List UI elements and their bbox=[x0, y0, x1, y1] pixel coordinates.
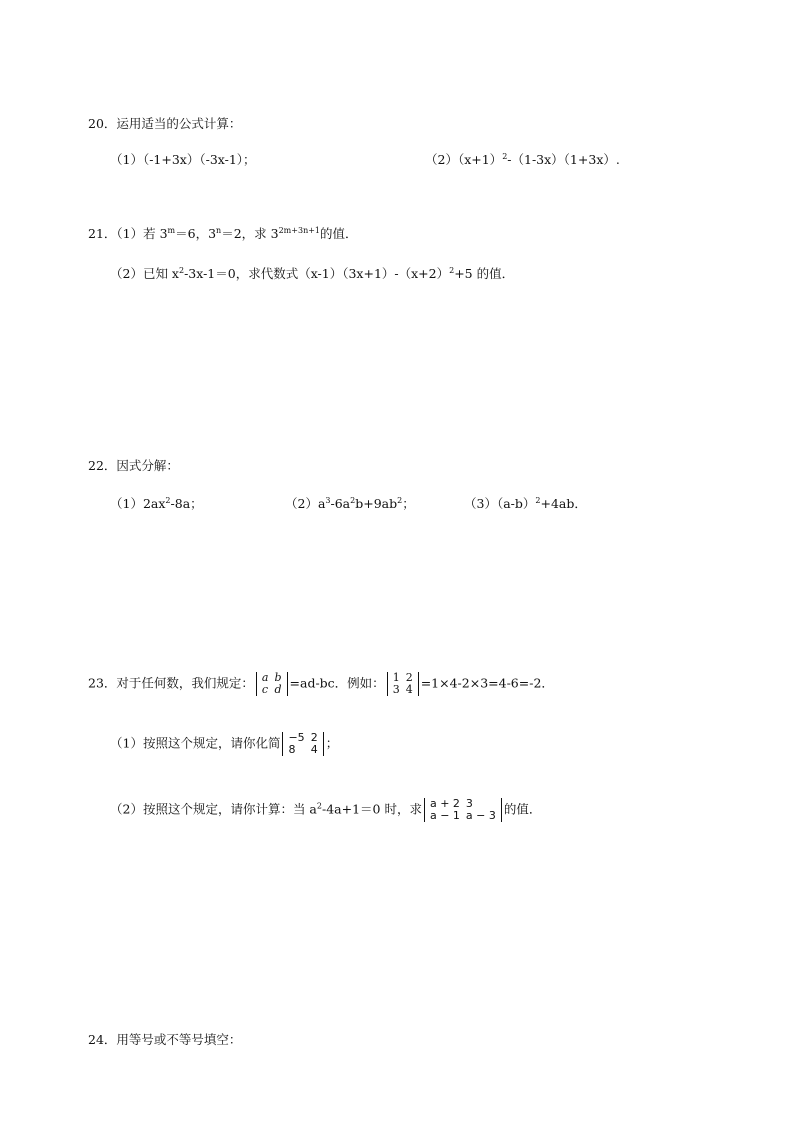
det-p1-21: 8 bbox=[288, 743, 296, 756]
q22-p2-d: ； bbox=[402, 496, 415, 511]
q23-p2-b: -4a+1＝0 时，求 bbox=[321, 801, 422, 817]
determinant-part1 bbox=[282, 732, 323, 756]
q23-p2-a: （2）按照这个规定，请你计算：当 a bbox=[110, 801, 317, 817]
q21-part1 bbox=[88, 226, 358, 242]
det-p2-21: a − 1 bbox=[429, 809, 460, 822]
det-def-d: d bbox=[274, 683, 282, 696]
q23-intro-c: =1×4-2×3=4-6=-2． bbox=[420, 675, 554, 691]
q20-part2-sup: 2 bbox=[502, 152, 508, 161]
q21-p1-d: 的值． bbox=[320, 226, 358, 241]
q21-p1-c: ＝2，求 3 bbox=[221, 226, 279, 241]
q22-p2-sup2: 2 bbox=[350, 496, 356, 505]
q23-intro-a: 23．对于任何数，我们规定： bbox=[88, 675, 254, 691]
q21-p2-a: （2）已知 x bbox=[110, 266, 179, 281]
det-p1-12: 2 bbox=[310, 731, 318, 744]
q21-p2-c: +5 的值． bbox=[454, 266, 515, 281]
det-ex-12: 2 bbox=[405, 671, 413, 684]
q22-p2-sup1: 3 bbox=[325, 496, 331, 505]
q23-p1-b: ； bbox=[325, 735, 339, 751]
q24-title: 24．用等号或不等号填空： bbox=[88, 1032, 242, 1047]
q21-p2-b: -3x-1＝0，求代数式（x-1）（3x+1）-（x+2） bbox=[184, 266, 450, 281]
q22-p2-b: -6a bbox=[330, 496, 351, 511]
determinant-part2 bbox=[424, 798, 502, 822]
det-p1-11: −5 bbox=[288, 731, 305, 744]
q21-p2-sup2: 2 bbox=[449, 266, 455, 275]
q23-p2-c: 的值． bbox=[503, 801, 542, 817]
q22-p3-sup: 2 bbox=[535, 496, 541, 505]
q20-part2-a: （2）（x+1） bbox=[425, 152, 503, 167]
determinant-definition bbox=[256, 672, 288, 696]
det-ex-22: 4 bbox=[405, 683, 413, 696]
q21-p1-a: 21．（1）若 3 bbox=[88, 226, 168, 241]
q23-part1 bbox=[110, 732, 338, 756]
det-p2-11: a + 2 bbox=[429, 797, 460, 810]
q21-p2-sup: 2 bbox=[178, 266, 185, 275]
q21-p1-sup-n: n bbox=[216, 226, 222, 235]
q22-title: 22．因式分解： bbox=[88, 458, 179, 473]
q20-part2-b: -（1-3x）（1+3x）. bbox=[507, 152, 620, 167]
q20-part1-text: （1）（-1+3x）（-3x-1）； bbox=[110, 152, 256, 167]
determinant-example bbox=[387, 672, 419, 696]
q21-p1-b: ＝6，3 bbox=[175, 226, 217, 241]
det-def-c: c bbox=[261, 683, 269, 696]
det-ex-21: 3 bbox=[392, 683, 400, 696]
q23-p2-sup: 2 bbox=[316, 801, 322, 811]
q23-p1-a: （1）按照这个规定，请你化简 bbox=[110, 735, 281, 751]
det-def-b: b bbox=[274, 671, 282, 684]
det-ex-11: 1 bbox=[392, 671, 400, 684]
det-p2-22: a − 3 bbox=[465, 809, 496, 822]
q20-part2 bbox=[425, 152, 620, 168]
q22-p1-sup: 2 bbox=[165, 496, 171, 505]
q22-p2-sup3: 2 bbox=[397, 496, 403, 505]
q22-p1-b: -8a； bbox=[170, 496, 203, 511]
det-p2-12: 3 bbox=[465, 797, 473, 810]
q21-p1-sup-exp: 2m+3n+1 bbox=[278, 226, 321, 235]
q22-part3 bbox=[464, 496, 587, 512]
q22-part1 bbox=[110, 496, 203, 512]
q20-part1 bbox=[110, 152, 256, 168]
q22-p3-b: +4ab． bbox=[540, 496, 587, 511]
q22-p2-a: （2）a bbox=[285, 496, 326, 511]
q23-intro bbox=[88, 672, 554, 696]
q22-p2-c: b+9ab bbox=[355, 496, 398, 511]
q22-part2 bbox=[285, 496, 415, 512]
q23-intro-b: =ad-bc．例如： bbox=[289, 675, 385, 691]
q21-part2 bbox=[110, 266, 514, 282]
q22-p3-a: （3）（a-b） bbox=[464, 496, 536, 511]
q22-p1-a: （1）2ax bbox=[110, 496, 166, 511]
q21-p1-sup-m: m bbox=[167, 226, 176, 235]
det-p1-22: 4 bbox=[310, 743, 318, 756]
q23-part2 bbox=[110, 798, 541, 822]
det-def-a: a bbox=[261, 671, 269, 684]
q20-title: 20．运用适当的公式计算： bbox=[88, 116, 242, 131]
